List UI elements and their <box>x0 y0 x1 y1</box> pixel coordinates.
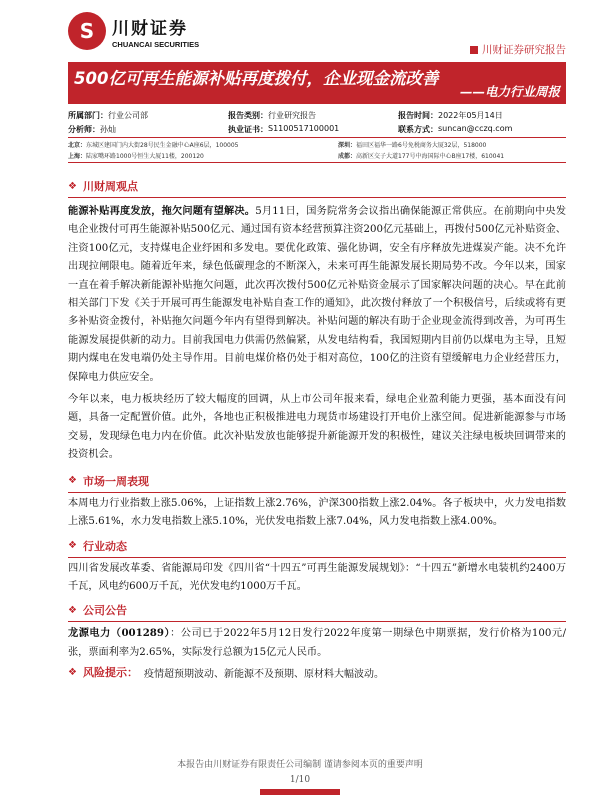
paragraph <box>68 624 566 662</box>
diamond-icon: ❖ <box>68 540 77 551</box>
type-label: 报告类别： <box>228 110 268 120</box>
addr-chengdu-label: 成都： <box>338 153 357 160</box>
cert-value: S1100517100001 <box>268 123 340 133</box>
company-name-en: CHUANCAI SECURITIES <box>112 40 200 49</box>
analyst-label: 分析师： <box>68 124 100 134</box>
divider <box>68 492 566 493</box>
dept-value: 行业公司部 <box>108 110 148 120</box>
title-banner <box>68 62 566 104</box>
divider <box>68 162 566 163</box>
report-metadata <box>68 108 566 164</box>
dept-label: 所属部门： <box>68 110 108 120</box>
date-value: 2022年05月14日 <box>438 110 503 120</box>
diamond-icon: ❖ <box>68 604 77 616</box>
page-number: 1/10 <box>289 775 311 785</box>
analyst-value: 孙灿 <box>100 124 116 134</box>
paragraph-text: ：公司已于2022年5月12日发行2022年度第一期绿色中期票据，发行价格为100元/张，票面利率为2.65%，实际发行总额为15亿元人民币。 <box>68 628 566 658</box>
divider <box>68 557 566 558</box>
diamond-icon: ❖ <box>68 666 77 678</box>
paragraph-text: 5月11日，国务院常务会议指出确保能源正常供应。在前期向中央发电企业拨付可再生能源补贴500亿元、通过国有资本经营预算注资200亿元基础上，再拨付500亿元补贴资金、注资100亿元，支持煤电企业纾困和多发电。要优化政策、强化协调，安全有序释放先进煤炭产能。决不允许出现拉闸限电。随着近年来，绿色低碳理念的不断深入，未来可再生能源发展长期局势不改。今年以来，国家一直在着手解决新能源补贴拖欠问题，此次再次拨付500亿元补贴资金展示了国家解决问题的决心。早在此前相关部门下发《关于开展可再生能源发电补贴自查工作的通知》，此次拨付释放了一个积极信号，后续或将有更多补贴资金拨付，补贴拖欠问题今年内有望得到解决。补贴问题的解决有助于企业现金流得到改善，为可再生能源发展提供新的动力。目前我国电力供需仍然偏紧，从发电结构看，我国短期内目前仍以煤电为主导，且短期内煤电在发电端仍处主导作用。目前电煤价格仍处于相对高位，100亿的注资有望缓解电力企业经营压力，保障电力供应安全。 <box>68 206 567 383</box>
section-title: 市场一周表现 <box>82 474 149 488</box>
section-title: 川财周观点 <box>82 180 138 193</box>
section-industry <box>68 538 566 554</box>
footer-disclaimer: 本报告由川财证券有限责任公司编制 谨请参阅本页的重要声明 <box>177 760 423 770</box>
diamond-icon: ❖ <box>68 475 77 487</box>
company-logo-icon: S <box>68 12 106 50</box>
report-body <box>68 178 566 680</box>
company-name-cn: 川财证券 <box>112 19 188 39</box>
section-market <box>68 473 566 489</box>
section-title: 公司公告 <box>82 604 127 618</box>
report-tag-label: 川财证券研究报告 <box>482 44 566 56</box>
section-weekly-view <box>68 178 566 194</box>
paragraph: 今年以来，电力板块经历了较大幅度的回调，从上市公司年报来看，绿电企业盈利能力更强，基本面没有问题，具备一定配置价值。此外，各地也正积极推进电力现货市场建设打开电价上涨空间。促进新能源参与市场交易，发现绿色电力内在价值。此次补贴发放也能够提升新能源开发的积极性，建议关注绿电板块回调带来的投资机会。 <box>68 394 566 461</box>
contact-email[interactable]: suncan@cczq.com <box>438 123 513 133</box>
section-title: 行业动态 <box>82 539 127 553</box>
divider <box>68 137 566 138</box>
addr-chengdu: 高新区交子大道177号中海国际中心B座17楼，610041 <box>356 153 505 160</box>
paragraph: 本周电力行业指数上涨5.06%，上证指数上涨2.76%，沪深300指数上涨2.04%。各子板块中，火力发电指数上涨5.61%，水力发电指数上涨5.10%，光伏发电指数上涨7.04%，风力发电指数上涨4.00%。 <box>68 497 566 528</box>
paragraph <box>68 202 566 387</box>
report-tag <box>470 42 566 57</box>
square-icon <box>470 46 478 54</box>
addr-beijing: 东城区建国门内大街28号民生金融中心A座6层，100005 <box>86 142 239 149</box>
addr-beijing-label: 北京： <box>68 142 87 149</box>
risk-text: 疫情超预期波动、新能源不及预期、原材料大幅波动。 <box>143 668 384 680</box>
company-logo-text <box>112 14 199 49</box>
cert-label: 执业证书： <box>228 124 268 134</box>
divider <box>68 621 566 622</box>
contact-label: 联系方式： <box>398 124 438 134</box>
report-subtitle: ——电力行业周报 <box>459 84 560 99</box>
risk-label: 风险提示： <box>82 666 138 680</box>
divider <box>68 197 566 198</box>
addr-shanghai-label: 上海： <box>68 153 87 160</box>
paragraph-lead: 能源补贴再度发放，拖欠问题有望解决。 <box>68 205 256 217</box>
report-title: 500亿可再生能源补贴再度拨付，企业现金流改善 <box>74 69 439 88</box>
addr-shenzhen-label: 深圳： <box>338 142 357 149</box>
type-value: 行业研究报告 <box>268 110 316 120</box>
paragraph: 四川省发展改革委、省能源局印发《四川省“十四五”可再生能源发展规划》：“十四五”新增水电装机约2400万千瓦，风电约600万千瓦，光伏发电约1000万千瓦。 <box>68 562 566 592</box>
page-bar <box>260 789 340 795</box>
addr-shenzhen: 福田区福华一路6号免税商务大厦32层，518000 <box>356 142 487 149</box>
addr-shanghai: 陆家嘴环路1000号恒生大厦11楼，200120 <box>86 153 204 160</box>
date-label: 报告时间： <box>398 110 438 120</box>
diamond-icon: ❖ <box>68 180 77 192</box>
section-announcements <box>68 602 566 618</box>
risk-warning <box>68 664 566 680</box>
company-name: 龙源电力（001289） <box>68 627 171 640</box>
page-header <box>68 10 566 56</box>
